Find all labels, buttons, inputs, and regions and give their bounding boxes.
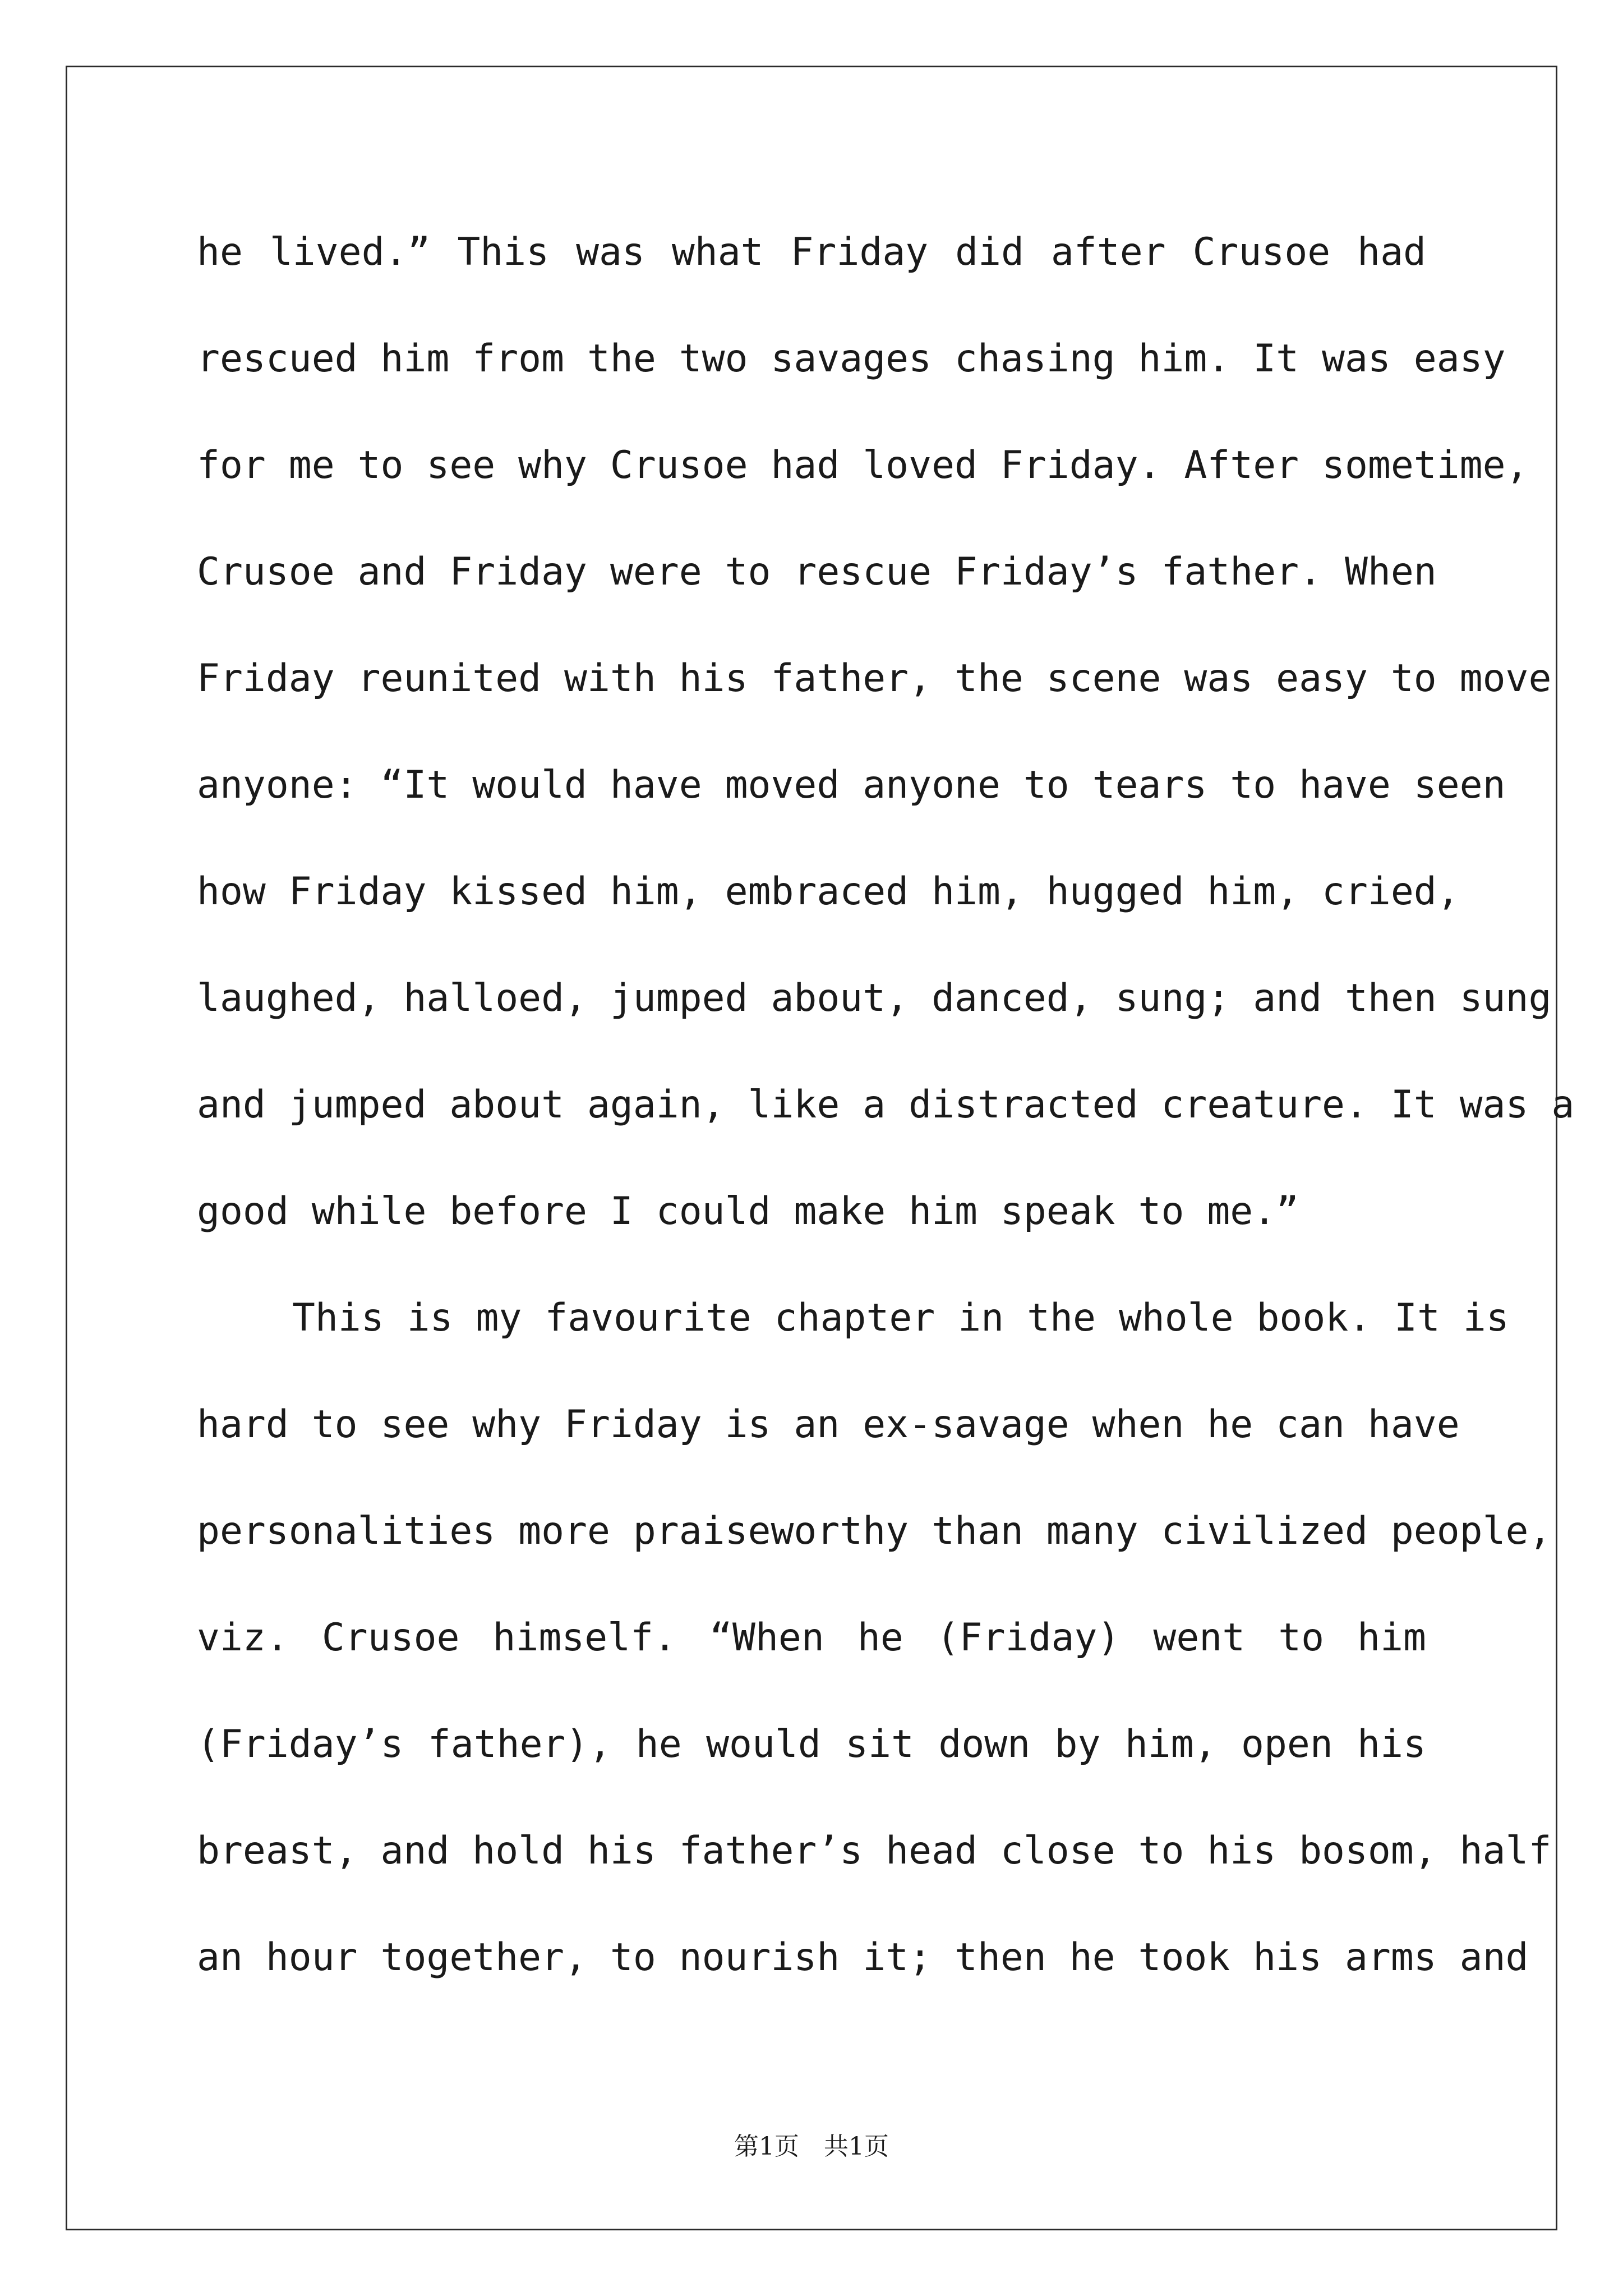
text-line: personalities more praiseworthy than many civilized people, bbox=[197, 1509, 1552, 1553]
text-line: breast, and hold his father’s head close to his bosom, half bbox=[197, 1829, 1552, 1873]
text-line: he lived.” This was what Friday did after Crusoe had bbox=[197, 230, 1426, 274]
page-number-footer: 第1页 共1页 bbox=[734, 2132, 889, 2161]
text-line: good while before I could make him speak to me.” bbox=[197, 1189, 1299, 1234]
text-line: for me to see why Crusoe had loved Friday. After sometime, bbox=[197, 443, 1529, 487]
text-line: Friday reunited with his father, the scene was easy to move bbox=[197, 656, 1552, 701]
text-line: rescued him from the two savages chasing him. It was easy bbox=[197, 337, 1506, 381]
text-line: Crusoe and Friday were to rescue Friday’s father. When bbox=[197, 550, 1437, 594]
text-line: and jumped about again, like a distracted creature. It was a bbox=[197, 1083, 1575, 1127]
text-line: This is my favourite chapter in the whole book. It is bbox=[292, 1296, 1509, 1340]
text-line: laughed, halloed, jumped about, danced, sung; and then sung bbox=[197, 976, 1552, 1020]
text-line: anyone: “It would have moved anyone to tears to have seen bbox=[197, 763, 1506, 807]
text-line: hard to see why Friday is an ex-savage when he can have bbox=[197, 1402, 1460, 1447]
text-line: viz. Crusoe himself. “When he (Friday) went to him bbox=[197, 1616, 1426, 1660]
text-line: how Friday kissed him, embraced him, hugged him, cried, bbox=[197, 869, 1460, 914]
text-line: (Friday’s father), he would sit down by him, open his bbox=[197, 1722, 1426, 1766]
text-line: an hour together, to nourish it; then he took his arms and bbox=[197, 1935, 1529, 1980]
document-body bbox=[197, 199, 1575, 2011]
